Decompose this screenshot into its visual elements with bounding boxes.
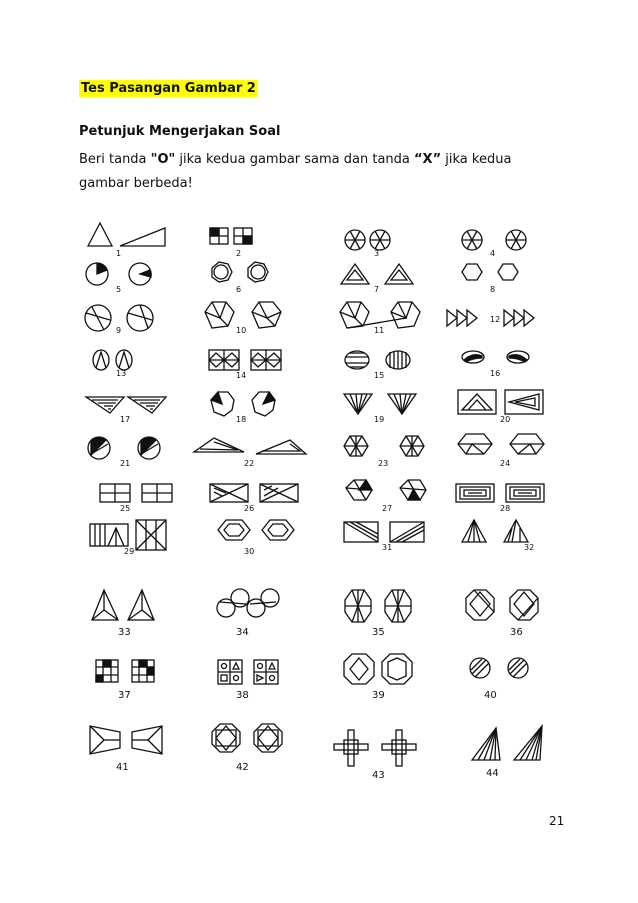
- figure-pair-28: [456, 484, 544, 513]
- item-number-9: 9: [116, 326, 122, 335]
- item-number-10: 10: [236, 326, 247, 335]
- item-number-32: 32: [524, 543, 535, 552]
- item-number-23: 23: [378, 459, 389, 468]
- figure-pair-32: [462, 520, 534, 552]
- item-number-6: 6: [236, 285, 242, 294]
- figure-pair-27: [346, 480, 426, 513]
- figure-pair-9: [85, 305, 153, 335]
- figure-pair-38: [218, 660, 278, 701]
- item-number-42: 42: [236, 762, 249, 773]
- figure-pair-1: [88, 223, 165, 258]
- figure-pair-7: [341, 264, 413, 294]
- item-number-15: 15: [374, 371, 385, 380]
- item-number-40: 40: [484, 690, 497, 701]
- figure-pair-43: [334, 730, 416, 781]
- figure-pair-21: [88, 437, 160, 468]
- item-number-34: 34: [236, 627, 249, 638]
- figure-pair-8: [462, 264, 518, 294]
- figure-pair-4: [462, 230, 526, 258]
- item-number-18: 18: [236, 415, 247, 424]
- figure-pair-12: [447, 310, 534, 326]
- figure-pair-37: [96, 660, 154, 701]
- figure-pair-5: [86, 263, 151, 294]
- figure-pair-25: [100, 484, 172, 513]
- item-number-33: 33: [118, 627, 131, 638]
- item-number-25: 25: [120, 504, 131, 513]
- figure-pair-30: [218, 520, 294, 556]
- figure-pair-24: [458, 434, 544, 468]
- item-number-31: 31: [382, 543, 393, 552]
- figure-pair-20: [458, 390, 543, 424]
- figure-pair-23: [344, 436, 424, 468]
- item-number-37: 37: [118, 690, 131, 701]
- section-subtitle: Petunjuk Mengerjakan Soal: [79, 124, 281, 139]
- item-number-1: 1: [116, 249, 122, 258]
- item-number-4: 4: [490, 249, 496, 258]
- figure-pair-16: [462, 351, 529, 378]
- item-number-38: 38: [236, 690, 249, 701]
- item-number-20: 20: [500, 415, 511, 424]
- figure-pair-26: [210, 484, 298, 513]
- figure-pair-19: [344, 394, 416, 424]
- figure-pair-6: [212, 262, 268, 294]
- item-number-36: 36: [510, 627, 523, 638]
- figure-pair-17: [86, 397, 166, 424]
- item-number-16: 16: [490, 369, 501, 378]
- item-number-39: 39: [372, 690, 385, 701]
- figure-pair-40: [470, 658, 528, 701]
- figure-pair-41: [90, 726, 162, 773]
- item-number-11: 11: [374, 326, 385, 335]
- item-number-35: 35: [372, 627, 385, 638]
- figure-pair-10: [205, 302, 281, 335]
- figure-pair-13: [93, 350, 132, 378]
- item-number-12: 12: [490, 315, 501, 324]
- figure-pair-3: [345, 230, 390, 258]
- figure-pair-35: [345, 590, 411, 638]
- item-number-8: 8: [490, 285, 496, 294]
- item-number-26: 26: [244, 504, 255, 513]
- item-number-17: 17: [120, 415, 131, 424]
- instruction-text: Beri tanda "O" jika kedua gambar sama dan tanda “X” jika kedua gambar berbeda!: [79, 152, 512, 191]
- item-number-41: 41: [116, 762, 129, 773]
- item-number-43: 43: [372, 770, 385, 781]
- item-number-22: 22: [244, 459, 255, 468]
- figure-pair-14: [209, 350, 281, 380]
- item-number-21: 21: [120, 459, 131, 468]
- figure-pair-42: [212, 724, 282, 773]
- figure-pair-15: [345, 351, 410, 380]
- item-number-13: 13: [116, 369, 127, 378]
- item-number-19: 19: [374, 415, 385, 424]
- figure-pair-29: [90, 520, 166, 556]
- item-number-3: 3: [374, 249, 380, 258]
- figure-pair-18: [211, 392, 275, 424]
- figure-pair-36: [466, 590, 538, 638]
- figure-pair-22: [194, 438, 306, 468]
- item-number-29: 29: [124, 547, 135, 556]
- item-number-7: 7: [374, 285, 380, 294]
- item-number-24: 24: [500, 459, 511, 468]
- figure-pair-2: [210, 228, 252, 258]
- figure-pair-44: [472, 726, 542, 779]
- page-title: Tes Pasangan Gambar 2: [81, 81, 256, 96]
- figure-pair-11: [340, 302, 420, 335]
- item-number-28: 28: [500, 504, 511, 513]
- item-number-30: 30: [244, 547, 255, 556]
- page-number: 21: [549, 814, 565, 828]
- item-number-44: 44: [486, 768, 499, 779]
- figure-pair-33: [92, 590, 154, 638]
- item-number-2: 2: [236, 249, 242, 258]
- figure-pair-34: [217, 589, 279, 638]
- figure-pair-39: [344, 654, 412, 701]
- figure-pair-31: [344, 522, 424, 552]
- item-number-5: 5: [116, 285, 122, 294]
- item-number-27: 27: [382, 504, 393, 513]
- item-number-14: 14: [236, 371, 247, 380]
